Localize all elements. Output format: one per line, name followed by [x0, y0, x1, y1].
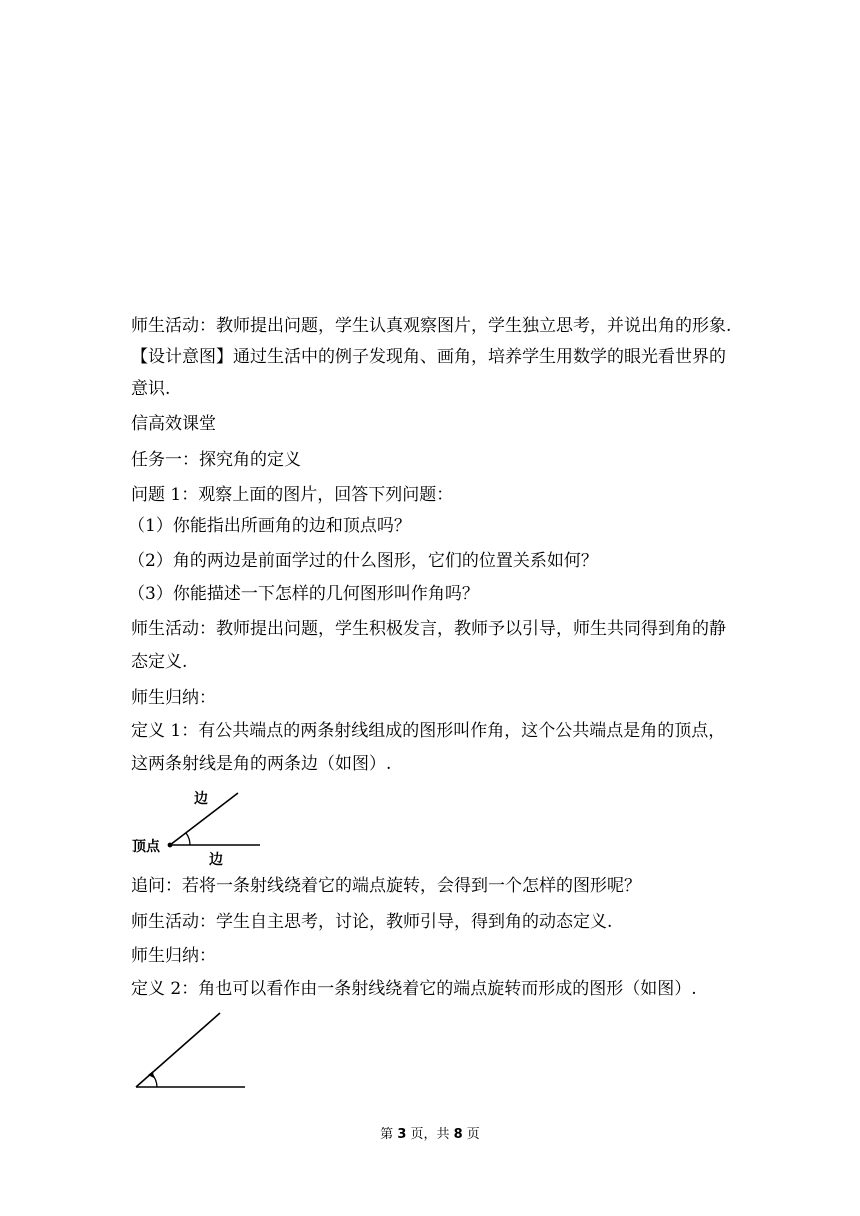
vertex-label: 顶点 — [132, 839, 160, 855]
sub-question-3: （3）你能描述一下怎样的几何图形叫作角吗？ — [128, 584, 479, 604]
summary-label-1: 师生归纳： — [131, 688, 216, 708]
paragraph-activity-1: 师生活动：教师提出问题，学生认真观察图片，学生独立思考，并说出角的形象. — [131, 316, 732, 336]
footer-total-pages: 8 — [453, 1127, 463, 1142]
paragraph-design-intent: 【设计意图】通过生活中的例子发现角、画角，培养学生用数学的眼光看世界的 — [131, 347, 726, 367]
side-label-bottom: 边 — [209, 852, 223, 868]
definition-1: 定义 1：有公共端点的两条射线组成的图形叫作角，这个公共端点是角的顶点， — [131, 721, 726, 741]
footer-prefix: 第 — [380, 1127, 398, 1142]
vertex-point — [168, 843, 173, 848]
section-heading: 信高效课堂 — [131, 414, 216, 434]
definition-2: 定义 2：角也可以看作由一条射线绕着它的端点旋转而形成的图形（如图）. — [131, 979, 697, 999]
angle-arc — [186, 833, 190, 845]
footer-middle: 页，共 — [406, 1127, 454, 1142]
summary-label-2: 师生归纳： — [131, 946, 216, 966]
dynamic-angle-figure — [128, 1008, 252, 1094]
paragraph-activity-2-cont: 态定义. — [131, 652, 188, 672]
rotated-ray — [136, 1013, 220, 1087]
follow-up-question: 追问：若将一条射线绕着它的端点旋转，会得到一个怎样的图形呢？ — [131, 876, 641, 896]
definition-1-cont: 这两条射线是角的两条边（如图）. — [131, 754, 392, 774]
paragraph-activity-3: 师生活动：学生自主思考，讨论，教师引导，得到角的动态定义. — [131, 912, 613, 932]
page-footer — [0, 1127, 860, 1143]
paragraph-design-intent-cont: 意识. — [131, 379, 171, 399]
paragraph-activity-2: 师生活动：教师提出问题，学生积极发言，教师予以引导，师生共同得到角的静 — [131, 619, 726, 639]
sub-question-1: （1）你能指出所画角的边和顶点吗？ — [128, 516, 411, 536]
sub-question-2: （2）角的两边是前面学过的什么图形，它们的位置关系如何？ — [128, 551, 598, 571]
rotation-arrow-icon — [148, 1071, 154, 1078]
static-angle-figure — [128, 782, 268, 872]
footer-suffix: 页 — [462, 1127, 480, 1142]
footer-current-page: 3 — [397, 1127, 407, 1142]
task-heading: 任务一：探究角的定义 — [131, 450, 301, 470]
side-label-top: 边 — [194, 791, 208, 807]
question-1: 问题 1：观察上面的图片，回答下列问题： — [131, 485, 454, 505]
